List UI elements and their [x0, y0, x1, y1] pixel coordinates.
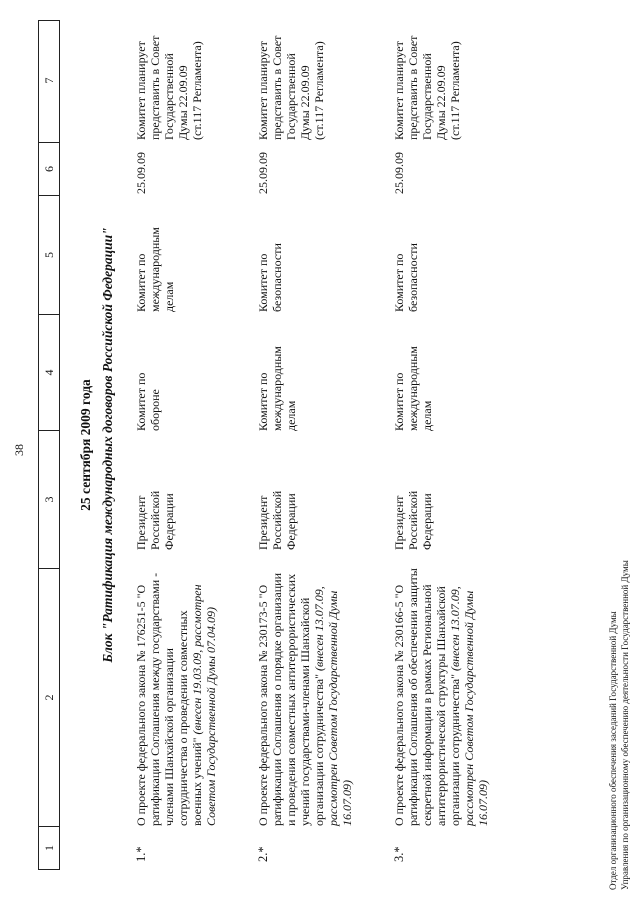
row-number: 2.*: [256, 846, 270, 862]
bill-note: (внесен 13.07.09, рассмотрен Советом Государственной Думы 16.07.09): [448, 586, 490, 826]
column-header-5: 5: [39, 195, 59, 314]
co-executor-committee: Комитет по безопасности: [392, 243, 420, 312]
column-header-1: 1: [39, 826, 59, 869]
row-number: 3.*: [392, 846, 406, 862]
column-header-7: 7: [42, 77, 56, 84]
date-heading: 25 сентября 2009 года: [78, 379, 93, 511]
bill-title: О проекте федерального закона № 230166-5 "О ратификации Соглашения об обеспечении защиты секретной информации в рамках Региональной антитеррористической структуры Шанхайской организации сотрудничества": [392, 568, 462, 826]
page-number: 38: [12, 444, 26, 456]
bill-description: [256, 566, 354, 826]
bill-note: (внесен 19.03.09, рассмотрен Советом Государственной Думы 07.04.09): [190, 584, 218, 826]
footer-line-1: Отдел организационного обеспечения заседаний Государственной Думы: [608, 611, 618, 890]
responsible-committee: Комитет по международным делам: [256, 346, 298, 431]
initiator: Президент Российской Федерации: [256, 490, 298, 550]
status-note: Комитет планирует представить в Совет Государственной Думы 22.09.09 (ст.117 Регламента): [134, 35, 204, 140]
review-date: 25.09.09: [134, 152, 148, 194]
co-executor-committee: Комитет по безопасности: [256, 243, 284, 312]
review-date: 25.09.09: [392, 152, 406, 194]
column-header-4: 4: [39, 314, 59, 430]
status-note: Комитет планирует представить в Совет Государственной Думы 22.09.09 (ст.117 Регламента): [256, 35, 326, 140]
row-number: 1.*: [134, 846, 148, 862]
column-header-2: 2: [39, 568, 59, 826]
column-header-3: 3: [39, 430, 59, 568]
bill-description: [134, 566, 218, 826]
status-note: Комитет планирует представить в Совет Государственной Думы 22.09.09 (ст.117 Регламента): [392, 35, 462, 140]
column-number-header: [38, 20, 60, 870]
bill-title: О проекте федерального закона № 176251-5 "О ратификации Соглашения между государствами - членами Шанхайской организации сотрудничества о проведении совместных военных учений": [134, 572, 204, 826]
footer-line-2: Управления по организационному обеспечению деятельности Государственной Думы: [620, 560, 630, 890]
initiator: Президент Российской Федерации: [134, 490, 176, 550]
responsible-committee: Комитет по обороне: [134, 372, 162, 431]
bill-note: (внесен 13.07.09, рассмотрен Советом Государственной Думы 16.07.09): [312, 586, 354, 826]
bill-title: О проекте федерального закона № 230173-5 "О ратификации Соглашения о порядке организации и проведения совместных антитеррористических учений государствами-членами Шанхайской организации сотрудничества": [256, 572, 326, 826]
review-date: 25.09.09: [256, 152, 270, 194]
co-executor-committee: Комитет по международным делам: [134, 227, 176, 312]
bill-description: [392, 566, 490, 826]
initiator: Президент Российской Федерации: [392, 490, 434, 550]
block-heading: Блок "Ратификация международных договоров Российской Федерации": [100, 227, 115, 663]
column-header-6: 6: [39, 142, 59, 195]
responsible-committee: Комитет по международным делам: [392, 346, 434, 431]
